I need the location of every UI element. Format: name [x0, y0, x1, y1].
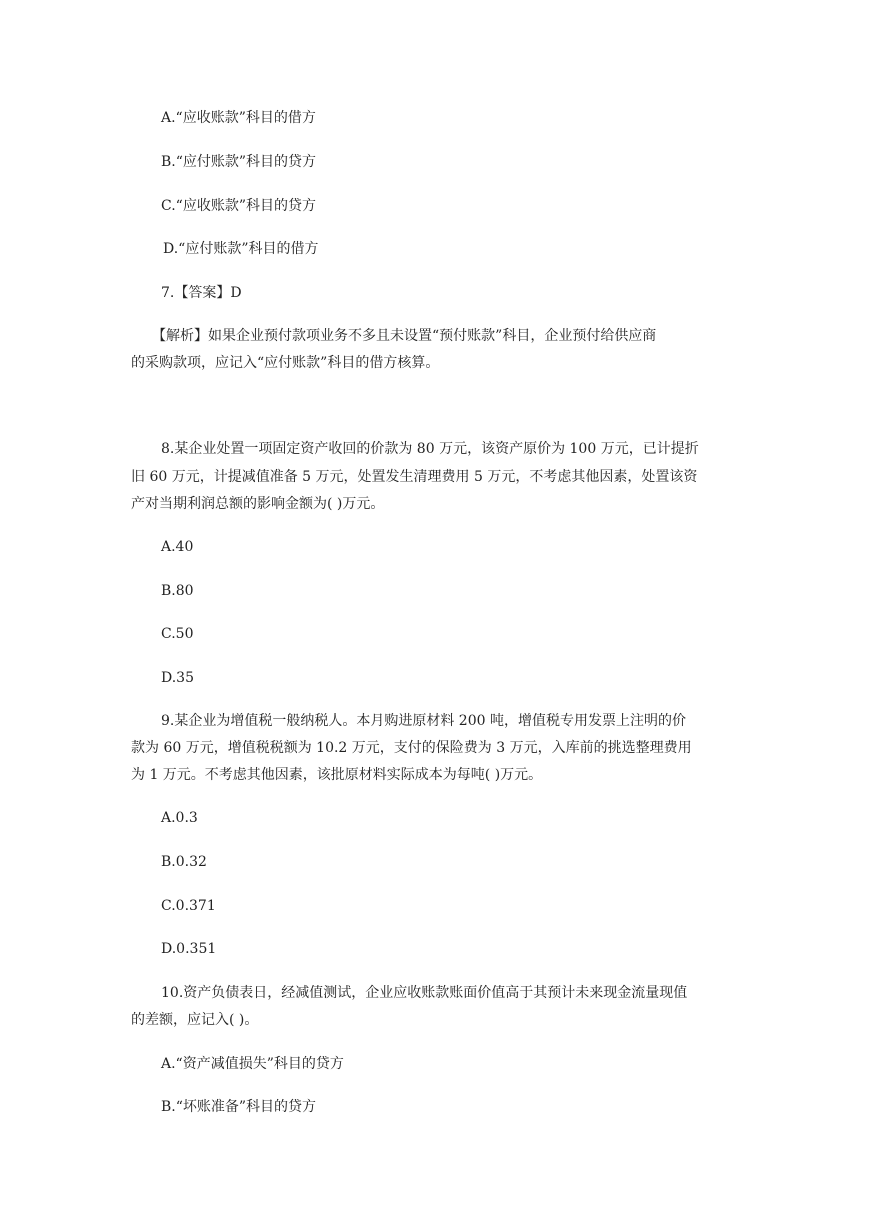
q9-stem-line-3: 为 1 万元。不考虑其他因素，该批原材料实际成本为每吨( )万元。: [131, 767, 543, 783]
q8-stem-line-2: 旧 60 万元，计提减值准备 5 万元，处置发生清理费用 5 万元，不考虑其他因素，处置该资: [131, 469, 698, 485]
q10-stem-line-1: 10.资产负债表日，经减值测试，企业应收账款账面价值高于其预计未来现金流量现值: [161, 985, 688, 1001]
q7-option-b: B.“应付账款”科目的贷方: [161, 154, 317, 170]
q8-option-b: B.80: [161, 583, 194, 599]
q7-option-c: C.“应收账款”科目的贷方: [161, 198, 316, 214]
q7-option-a: A.“应收账款”科目的借方: [161, 110, 316, 126]
q7-analysis-line-2: 的采购款项，应记入“应付账款”科目的借方核算。: [131, 355, 440, 371]
q8-stem-line-3: 产对当期利润总额的影响金额为( )万元。: [131, 496, 385, 512]
q10-option-b: B.“坏账准备”科目的贷方: [161, 1099, 317, 1115]
q8-option-a: A.40: [161, 539, 194, 555]
q7-option-d: D.“应付账款”科目的借方: [163, 241, 319, 257]
q7-answer: 7.【答案】D: [161, 285, 242, 301]
q9-option-b: B.0.32: [161, 854, 207, 870]
q9-stem-line-2: 款为 60 万元，增值税税额为 10.2 万元，支付的保险费为 3 万元，入库前的挑选整理费用: [131, 740, 692, 756]
q10-option-a: A.“资产减值损失”科目的贷方: [161, 1056, 344, 1072]
q9-option-c: C.0.371: [161, 898, 216, 914]
q9-option-d: D.0.351: [161, 941, 217, 957]
q7-analysis-line-1: 【解析】如果企业预付款项业务不多且未设置“预付账款”科目，企业预付给供应商: [152, 328, 657, 344]
q8-option-d: D.35: [161, 670, 194, 686]
q10-stem-line-2: 的差额，应记入( )。: [131, 1012, 259, 1028]
q9-stem-line-1: 9.某企业为增值税一般纳税人。本月购进原材料 200 吨，增值税专用发票上注明的价: [161, 713, 686, 729]
q8-option-c: C.50: [161, 626, 194, 642]
q9-option-a: A.0.3: [161, 810, 198, 826]
q8-stem-line-1: 8.某企业处置一项固定资产收回的价款为 80 万元，该资产原价为 100 万元，已计提折: [161, 441, 699, 457]
